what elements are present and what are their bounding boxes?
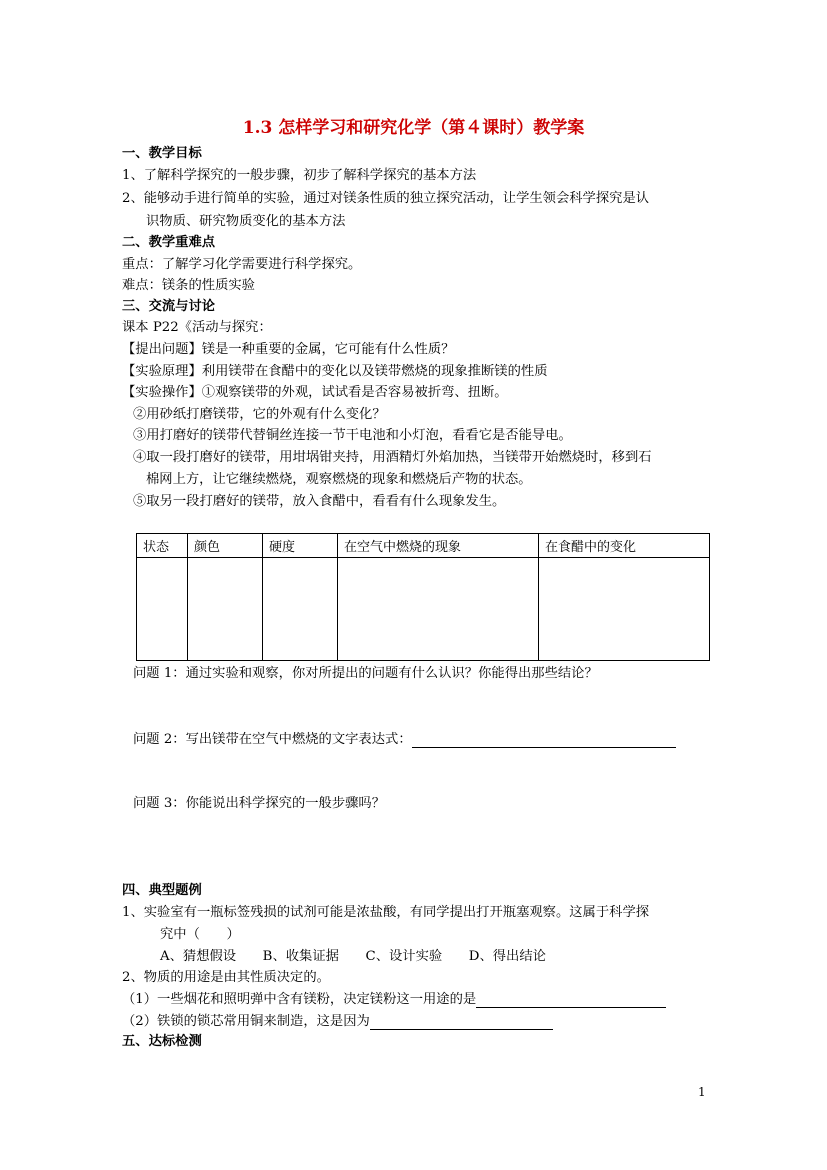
example-1: 1、实验室有一瓶标签残损的试剂可能是浓盐酸，有同学提出打开瓶塞观察。这属于科学探 [122, 905, 650, 920]
experiment-step-4: ④取一段打磨好的镁带，用坩埚钳夹持，用酒精灯外焰加热，当镁带开始燃烧时，移到石 [133, 450, 652, 465]
example-1-options: A、猜想假设 B、收集证据 C、设计实验 D、得出结论 [160, 949, 546, 964]
activity-intro: 课本 P22《活动与探究： [122, 320, 272, 335]
objective-item-1: 1、了解科学探究的一般步骤，初步了解科学探究的基本方法 [122, 168, 477, 183]
objective-item-2-cont: 识物质、研究物质变化的基本方法 [146, 214, 346, 229]
example-2: 2、物质的用途是由其性质决定的。 [122, 970, 330, 985]
section-heading-examples: 四、典型题例 [122, 883, 202, 898]
table-cell[interactable] [338, 558, 539, 661]
example-2-part-1 [122, 991, 666, 1008]
question-3: 问题 3：你能说出科学探究的一般步骤吗？ [133, 796, 386, 811]
table-header-cell: 状态 [137, 534, 188, 558]
answer-blank[interactable] [370, 1016, 553, 1030]
question-2-text: 问题 2：写出镁带在空气中燃烧的文字表达式： [133, 732, 412, 747]
difficult-point: 难点：镁条的性质实验 [122, 278, 255, 293]
section-heading-discussion: 三、交流与讨论 [122, 299, 216, 314]
section-heading-assessment: 五、达标检测 [122, 1034, 202, 1049]
example-1-cont: 究中（ ） [160, 927, 240, 942]
experiment-step-4-cont: 棉网上方，让它继续燃烧，观察燃烧的现象和燃烧后产物的状态。 [146, 472, 532, 487]
page-title: 1.3 怎样学习和研究化学（第４课时）教学案 [242, 118, 585, 138]
experiment-principle: 【实验原理】利用镁带在食醋中的变化以及镁带燃烧的现象推断镁的性质 [122, 364, 548, 379]
table-header-cell: 在空气中燃烧的现象 [338, 534, 539, 558]
observation-table [136, 533, 710, 661]
key-point: 重点：了解学习化学需要进行科学探究。 [122, 257, 362, 272]
answer-blank[interactable] [412, 734, 676, 748]
example-2-part-2 [122, 1013, 553, 1030]
table-cell[interactable] [188, 558, 263, 661]
experiment-step-1: 【实验操作】①观察镁带的外观，试试看是否容易被折弯、扭断。 [122, 385, 508, 400]
table-cell[interactable] [539, 558, 710, 661]
objective-item-2: 2、能够动手进行简单的实验，通过对镁条性质的独立探究活动，让学生领会科学探究是认 [122, 191, 650, 206]
question-1: 问题 1：通过实验和观察，你对所提出的问题有什么认识？你能得出那些结论？ [133, 666, 598, 681]
table-row [137, 558, 710, 661]
table-header-cell: 在食醋中的变化 [539, 534, 710, 558]
question-2 [133, 731, 676, 748]
experiment-step-5: ⑤取另一段打磨好的镁带，放入食醋中，看看有什么现象发生。 [133, 494, 506, 509]
table-header-row [137, 534, 710, 558]
table-cell[interactable] [263, 558, 338, 661]
answer-blank[interactable] [476, 994, 666, 1008]
raise-question: 【提出问题】镁是一种重要的金属，它可能有什么性质？ [122, 342, 455, 357]
table-header-cell: 硬度 [263, 534, 338, 558]
section-heading-key-points: 二、教学重难点 [122, 235, 216, 250]
section-heading-objectives: 一、教学目标 [122, 146, 202, 161]
page-number: 1 [698, 1085, 706, 1099]
experiment-step-3: ③用打磨好的镁带代替铜丝连接一节干电池和小灯泡，看看它是否能导电。 [133, 428, 572, 443]
experiment-step-2: ②用砂纸打磨镁带，它的外观有什么变化？ [133, 407, 386, 422]
example-2-part-2-text: （2）铁锁的锁芯常用铜来制造，这是因为 [122, 1014, 370, 1029]
table-header-cell: 颜色 [188, 534, 263, 558]
example-2-part-1-text: （1）一些烟花和照明弹中含有镁粉，决定镁粉这一用途的是 [122, 992, 477, 1007]
table-cell[interactable] [137, 558, 188, 661]
